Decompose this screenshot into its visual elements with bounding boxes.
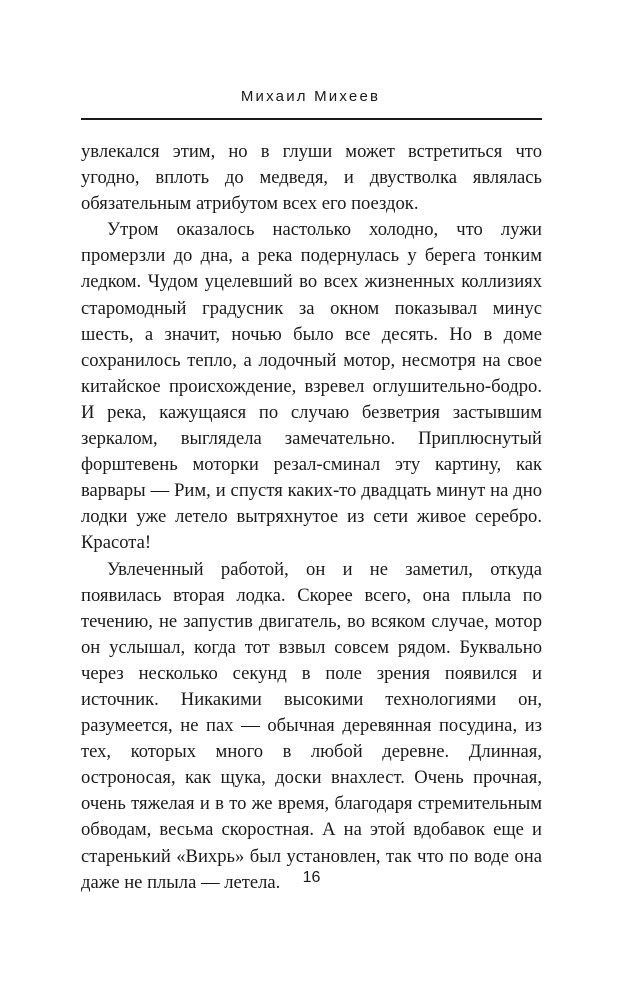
paragraph: Увлеченный работой, он и не заметил, откуда появилась вторая лодка. Скорее всего, она плыла по течению, не запустив двигатель, во всяком случае, мотор он услышал, когда тот взвыл совсем рядом. Буквально через несколько секунд в поле зрения появился и источник. Никакими высокими технологиями он, разумеется, не пах — обычная деревянная посудина, из тех, которых много в любой деревне. Длинная, остроносая, как щука, доски внахлест. Очень прочная, очень тяжелая и в то же время, благодаря стремительным обводам, весьма скоростная. А на этой вдобавок еще и старенький «Вихрь» был установлен, так что по воде она даже не плыла — летела. (81, 558, 542, 893)
body-text (81, 139, 542, 896)
header-rule (81, 118, 542, 120)
page-number: 16 (302, 869, 321, 886)
running-head: Михаил Михеев (240, 88, 381, 105)
paragraph: Утром оказалось настолько холодно, что лужи промерзли до дна, а река подернулась у берега тонким ледком. Чудом уцелевший во всех жизненных коллизиях старомодный градусник за окном показывал минус шесть, а значит, ночью было все десять. Но в доме сохранилось тепло, а лодочный мотор, несмотря на свое китайское происхождение, взревел оглушительно-бодро. И река, кажущаяся по случаю безветрия застывшим зеркалом, выглядела замечательно. Приплюснутый форштевень моторки резал-сминал эту картину, как варвары — Рим, и спустя каких-то двадцать минут на дно лодки уже летело вытряхнутое из сети живое серебро. Красота! (81, 219, 542, 554)
paragraph-continued: увлекался этим, но в глуши может встретиться что угодно, вплоть до медведя, и двустволка являлась обязательным атрибутом всех его поездок. (81, 141, 542, 215)
